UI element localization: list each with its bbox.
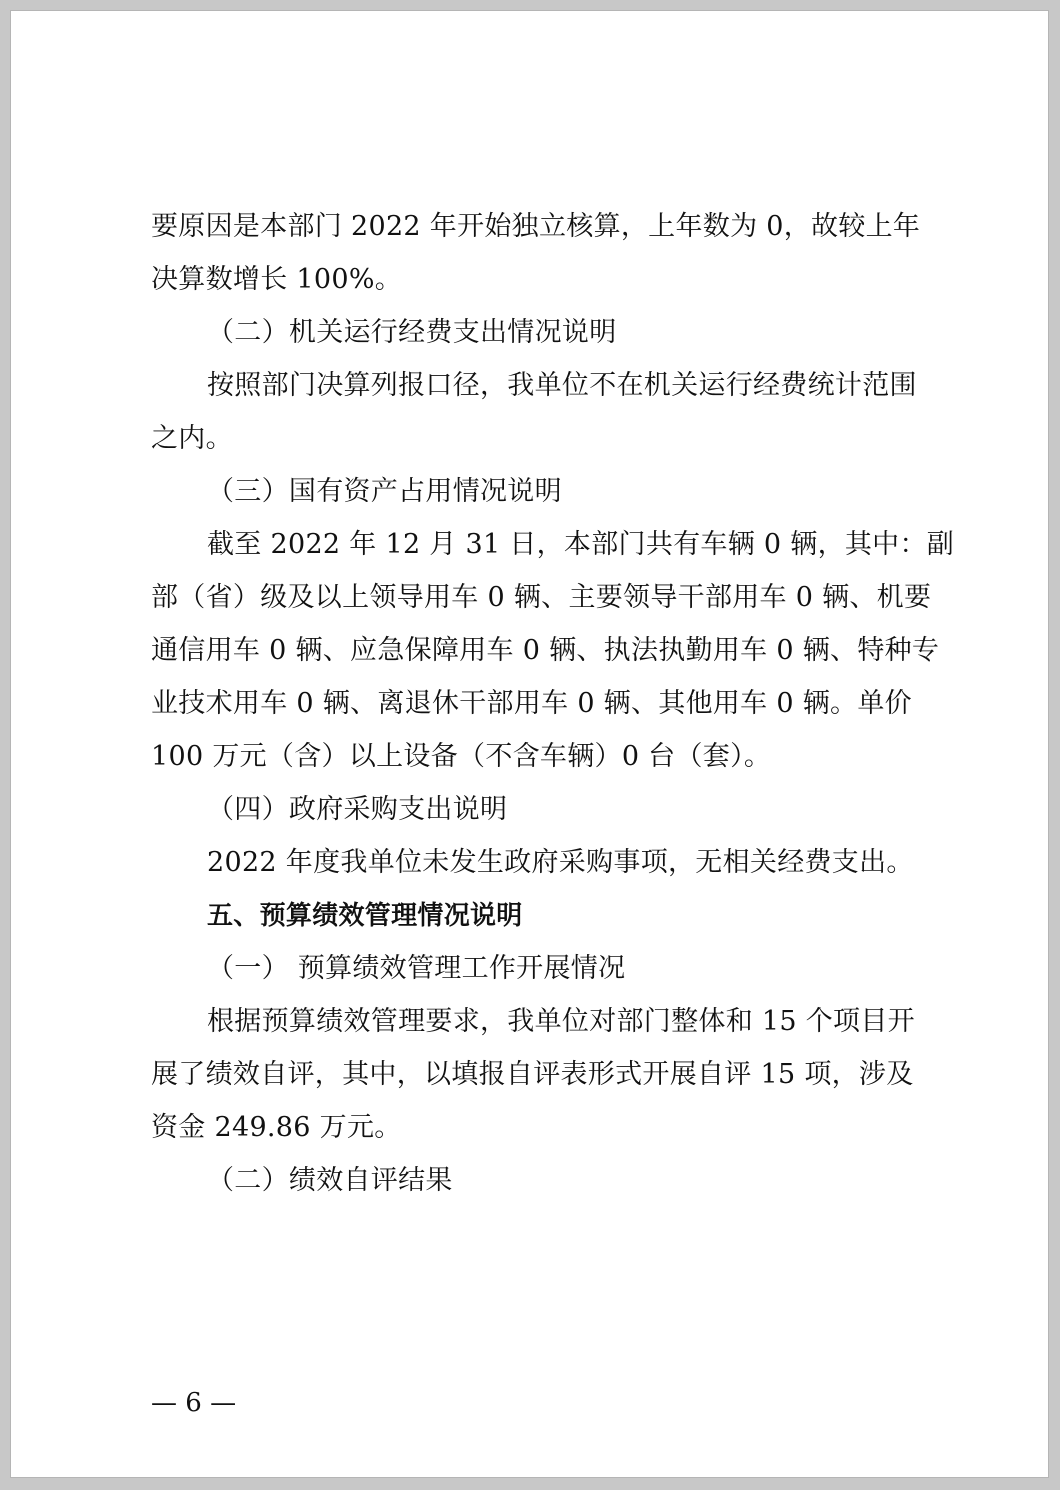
section-heading: （四）政府采购支出说明	[207, 794, 508, 825]
section-heading: （三）国有资产占用情况说明	[207, 476, 562, 507]
body-line: 按照部门决算列报口径，我单位不在机关运行经费统计范围	[207, 370, 917, 401]
body-line: 100 万元（含）以上设备（不含车辆）0 台（套）。	[151, 741, 772, 772]
body-line: 通信用车 0 辆、应急保障用车 0 辆、执法执勤用车 0 辆、特种专	[151, 635, 940, 666]
body-line: 2022 年度我单位未发生政府采购事项，无相关经费支出。	[207, 847, 914, 878]
body-line: 截至 2022 年 12 月 31 日，本部门共有车辆 0 辆，其中：副	[207, 529, 955, 560]
body-line: 业技术用车 0 辆、离退休干部用车 0 辆、其他用车 0 辆。单价	[151, 688, 912, 719]
page-number: — 6 —	[151, 1388, 237, 1418]
document-page	[10, 10, 1049, 1478]
section-heading: （二）绩效自评结果	[207, 1165, 453, 1196]
body-line: 之内。	[151, 423, 233, 454]
body-line: 决算数增长 100%。	[151, 264, 403, 295]
body-line: 要原因是本部门 2022 年开始独立核算，上年数为 0，故较上年	[151, 211, 921, 242]
body-line: 部（省）级及以上领导用车 0 辆、主要领导干部用车 0 辆、机要	[151, 582, 932, 613]
chapter-heading: 五、预算绩效管理情况说明	[207, 901, 523, 931]
section-heading: （二）机关运行经费支出情况说明	[207, 317, 617, 348]
body-line: 根据预算绩效管理要求，我单位对部门整体和 15 个项目开	[207, 1006, 915, 1037]
body-line: 展了绩效自评，其中，以填报自评表形式开展自评 15 项，涉及	[151, 1059, 914, 1090]
section-heading: （一） 预算绩效管理工作开展情况	[207, 953, 626, 984]
body-line: 资金 249.86 万元。	[151, 1112, 402, 1143]
